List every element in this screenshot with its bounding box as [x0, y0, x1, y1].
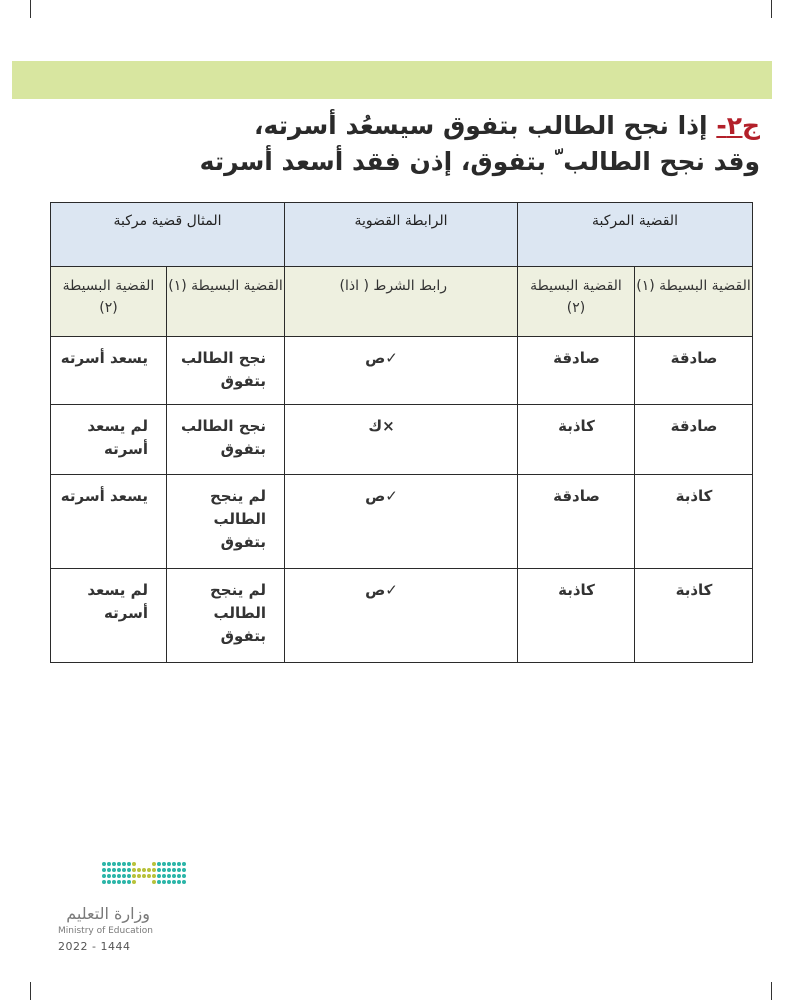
crop-mark — [30, 0, 31, 18]
cell-p1: كاذبة — [635, 569, 753, 663]
table-row — [51, 569, 753, 663]
header-example: المثال قضية مركبة — [51, 203, 285, 267]
logo-dot — [132, 868, 136, 872]
cell-ex1: لم ينجح الطالب بتفوق — [167, 569, 285, 663]
logo-dot — [112, 880, 116, 884]
logo-dot — [107, 874, 111, 878]
logo-dot — [162, 880, 166, 884]
logo-dot — [117, 862, 121, 866]
crop-mark — [771, 982, 772, 1000]
cell-p2: كاذبة — [518, 405, 635, 475]
logo-dot — [127, 874, 131, 878]
cell-p1: صادقة — [635, 337, 753, 405]
cell-link: ×ك — [285, 405, 518, 475]
logo-dot — [182, 868, 186, 872]
truth-table — [50, 202, 753, 663]
subheader-simple-2: القضية البسيطة (٢) — [518, 267, 635, 337]
cell-link: ✓ص — [285, 475, 518, 569]
logo-dot — [127, 868, 131, 872]
subheader-simple-1: القضية البسيطة (١) — [635, 267, 753, 337]
logo-dot — [152, 868, 156, 872]
logo-dot — [117, 880, 121, 884]
logo-dot — [177, 880, 181, 884]
cell-ex2: لم يسعد أسرته — [51, 569, 167, 663]
logo-dot — [112, 868, 116, 872]
logo-dot — [177, 868, 181, 872]
question-heading — [40, 108, 760, 180]
logo-dot — [172, 880, 176, 884]
logo-dot — [172, 862, 176, 866]
logo-dot — [142, 868, 146, 872]
logo-dot — [142, 874, 146, 878]
logo-dot — [122, 868, 126, 872]
logo-dot — [137, 868, 141, 872]
logo-dot — [182, 880, 186, 884]
logo-dot — [162, 862, 166, 866]
logo-arabic-text: وزارة التعليم — [66, 904, 150, 923]
logo-dot — [102, 880, 106, 884]
logo-dot — [112, 874, 116, 878]
cell-ex2: يسعد أسرته — [51, 337, 167, 405]
crop-mark — [30, 982, 31, 1000]
logo-dot — [177, 874, 181, 878]
logo-dot — [167, 880, 171, 884]
cell-ex1: نجح الطالب بتفوق — [167, 405, 285, 475]
subheader-condition: رابط الشرط ( اذا) — [285, 267, 518, 337]
logo-english-text: Ministry of Education — [58, 926, 153, 936]
logo-dot — [132, 862, 136, 866]
logo-dot — [147, 874, 151, 878]
cell-p2: صادقة — [518, 337, 635, 405]
logo-dot — [102, 862, 106, 866]
logo-dot — [157, 868, 161, 872]
logo-dot — [152, 862, 156, 866]
logo-dot — [157, 874, 161, 878]
logo-dot — [122, 880, 126, 884]
logo-dot — [102, 868, 106, 872]
logo-dot — [162, 874, 166, 878]
cell-link: ✓ص — [285, 337, 518, 405]
question-line-2: وقد نجح الطالب ّ بتفوق، إذن فقد أسعد أسرته — [199, 147, 760, 176]
logo-dot — [167, 868, 171, 872]
cell-p1: كاذبة — [635, 475, 753, 569]
question-number: ج٢- — [716, 111, 760, 140]
logo-dot — [122, 874, 126, 878]
logo-dot — [107, 880, 111, 884]
table-row — [51, 475, 753, 569]
table-row — [51, 337, 753, 405]
crop-mark — [771, 0, 772, 18]
logo-dot — [182, 874, 186, 878]
logo-dot — [112, 862, 116, 866]
cell-ex2: لم يسعد أسرته — [51, 405, 167, 475]
logo-dot — [162, 868, 166, 872]
logo-dot — [132, 874, 136, 878]
logo-dot — [172, 868, 176, 872]
logo-dot — [152, 874, 156, 878]
logo-dot — [177, 862, 181, 866]
cell-p2: كاذبة — [518, 569, 635, 663]
logo-dot — [102, 874, 106, 878]
logo-dot — [122, 862, 126, 866]
logo-dot — [127, 880, 131, 884]
subheader-ex-simple-2: القضية البسيطة (٢) — [51, 267, 167, 337]
cell-p2: صادقة — [518, 475, 635, 569]
header-band — [12, 61, 772, 99]
logo-dot — [127, 862, 131, 866]
ministry-logo — [58, 862, 208, 962]
logo-year: 2022 - 1444 — [58, 940, 131, 953]
logo-dot — [167, 874, 171, 878]
logo-dot — [152, 880, 156, 884]
logo-dot — [172, 874, 176, 878]
question-line-1: إذا نجح الطالب بتفوق سيسعُد أسرته، — [254, 111, 717, 140]
logo-dot — [117, 868, 121, 872]
logo-dot — [147, 868, 151, 872]
logo-dot — [182, 862, 186, 866]
cell-ex2: يسعد أسرته — [51, 475, 167, 569]
logo-dot — [107, 868, 111, 872]
cell-link: ✓ص — [285, 569, 518, 663]
logo-dot — [107, 862, 111, 866]
logo-dot — [157, 862, 161, 866]
logo-dot — [117, 874, 121, 878]
header-compound: القضية المركبة — [518, 203, 753, 267]
cell-ex1: لم ينجح الطالب بتفوق — [167, 475, 285, 569]
logo-dot — [167, 862, 171, 866]
logo-dot — [157, 880, 161, 884]
logo-dot — [132, 880, 136, 884]
logo-dot — [137, 874, 141, 878]
header-link: الرابطة القضوية — [285, 203, 518, 267]
cell-p1: صادقة — [635, 405, 753, 475]
cell-ex1: نجح الطالب بتفوق — [167, 337, 285, 405]
subheader-ex-simple-1: القضية البسيطة (١) — [167, 267, 285, 337]
table-row — [51, 405, 753, 475]
